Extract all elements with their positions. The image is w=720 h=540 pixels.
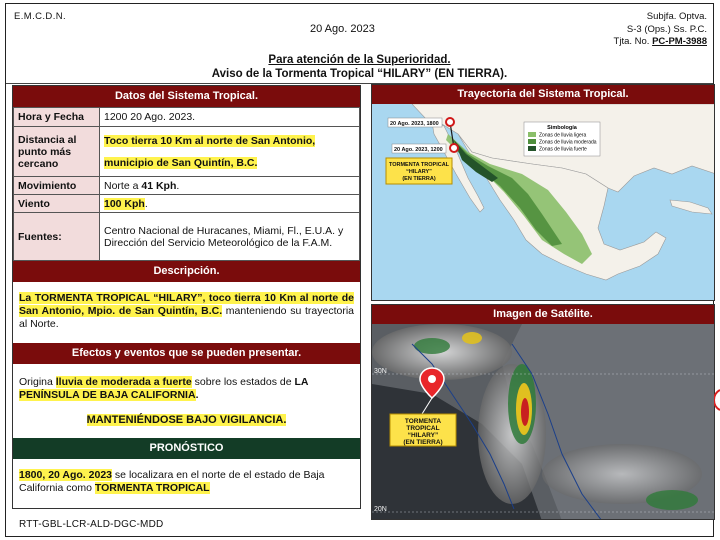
dept-line-1: Subjfa. Optva. xyxy=(646,11,707,22)
satellite-image xyxy=(372,324,715,520)
description-rest: manteniendo su trayectoria al Norte. xyxy=(19,305,355,330)
convection-red xyxy=(521,398,529,426)
effects-mid: sobre los estados de xyxy=(191,376,295,388)
distance-value: Toco tierra 10 Km al norte de San Antonio, municipio de San Quintín, B.C. xyxy=(104,134,316,169)
row-value xyxy=(100,177,360,195)
table-row xyxy=(14,108,360,127)
card-number-line xyxy=(614,36,707,49)
track-point-1800 xyxy=(446,118,454,126)
forecast-category: TORMENTA TROPICAL xyxy=(94,482,210,494)
storm-label-text: TORMENTA TROPICAL “HILARY” (EN TIERRA) xyxy=(388,162,450,182)
convection-north-yellow xyxy=(462,332,482,344)
legend-label-moderate: Zonas de lluvia moderada xyxy=(539,139,597,146)
label-1800: 20 Ago. 2023, 1800 xyxy=(390,121,439,127)
trajectory-map xyxy=(372,104,715,301)
legend-label-light: Zonas de lluvia ligera xyxy=(539,132,587,139)
system-data-table xyxy=(13,107,360,261)
edge-crop-mark xyxy=(714,388,720,412)
row-value xyxy=(100,195,360,213)
legend-label-heavy: Zonas de lluvia fuerte xyxy=(539,146,587,153)
trajectory-title: Trayectoria del Sistema Tropical. xyxy=(372,85,714,104)
watch-status-text: MANTENIÉNDOSE BAJO VIGILANCIA. xyxy=(86,414,287,426)
effects-pre: Origina xyxy=(19,376,56,388)
convection-south-green xyxy=(646,490,698,510)
row-label: Hora y Fecha xyxy=(14,108,100,127)
row-value: 1200 20 Ago. 2023. xyxy=(100,108,360,127)
row-label: Movimiento xyxy=(14,177,100,195)
trajectory-panel xyxy=(371,84,715,301)
forecast-mid: se localizara en el norte de el estado de Baja California como xyxy=(19,469,325,494)
edge-pin-fragment xyxy=(714,390,720,410)
effects-heading: Efectos y eventos que se pueden presentar. xyxy=(13,343,360,364)
table-row xyxy=(14,127,360,177)
satellite-panel xyxy=(371,304,715,520)
dept-line-2: S-3 (Ops.) Ss. P.C. xyxy=(626,23,707,35)
lat-label-20n: 20N xyxy=(374,506,387,513)
track-point-1200 xyxy=(450,144,458,152)
wind-suffix: . xyxy=(144,197,148,210)
info-column xyxy=(12,85,361,509)
document-subtitle: Aviso de la Tormenta Tropical “HILARY” (EN TIERRA). xyxy=(211,68,508,80)
document-page xyxy=(5,3,714,537)
system-heading: Datos del Sistema Tropical. xyxy=(13,86,360,107)
pin-dot xyxy=(428,375,436,383)
legend-swatch-heavy xyxy=(528,146,536,151)
map-legend xyxy=(524,122,600,156)
effects-region: PENÍNSULA DE BAJA CALIFORNIA xyxy=(19,389,196,401)
row-value xyxy=(100,127,360,177)
satellite-title: Imagen de Satélite. xyxy=(372,305,714,324)
department-block xyxy=(614,11,707,49)
movement-prefix: Norte a xyxy=(104,179,142,192)
document-date: 20 Ago. 2023 xyxy=(310,23,375,35)
forecast-text xyxy=(13,459,360,519)
lat-label-30n: 30N xyxy=(374,368,387,375)
forecast-heading: PRONÓSTICO xyxy=(13,438,360,459)
forecast-time: 1800, 20 Ago. 2023 xyxy=(19,469,113,481)
table-row xyxy=(14,213,360,261)
row-value: Centro Nacional de Huracanes, Miami, Fl., E.U.A. y Dirección del Servicio Meteorológico de la F.A.M. xyxy=(100,213,360,261)
wind-speed: 100 Kph xyxy=(104,197,145,210)
card-prefix: Tjta. No. xyxy=(613,36,650,47)
row-label: Distancia al punto más cercano xyxy=(14,127,100,177)
table-row xyxy=(14,195,360,213)
reference-code: RTT-GBL-LCR-ALD-DGC-MDD xyxy=(19,519,164,530)
effects-text xyxy=(13,364,360,438)
legend-swatch-light xyxy=(528,132,536,137)
legend-swatch-moderate xyxy=(528,139,536,144)
card-number: PC-PM-3988 xyxy=(652,36,707,47)
document-title: Para atención de la Superioridad. xyxy=(268,54,451,66)
effects-region-c: . xyxy=(195,389,199,401)
effects-region-a: LA xyxy=(294,376,309,388)
movement-suffix: . xyxy=(176,179,180,192)
description-heading: Descripción. xyxy=(13,261,360,282)
watch-status xyxy=(19,414,354,427)
legend-title: Simbología xyxy=(547,125,577,131)
movement-speed: 41 Kph xyxy=(141,179,177,192)
description-text xyxy=(13,282,360,343)
effects-rain: lluvia de moderada a fuerte xyxy=(55,376,192,388)
description-highlight: La TORMENTA TROPICAL “HILARY”, toco tierra 10 Km al norte de San Antonio, Mpio. de San Quintín, B.C. xyxy=(19,292,354,317)
org-code: E.M.C.D.N. xyxy=(14,11,67,22)
row-label: Viento xyxy=(14,195,100,213)
row-label: Fuentes: xyxy=(14,213,100,261)
table-row xyxy=(14,177,360,195)
satellite-storm-text: TORMENTA TROPICAL “HILARY” (EN TIERRA) xyxy=(403,418,443,446)
label-1200: 20 Ago. 2023, 1200 xyxy=(394,147,443,153)
